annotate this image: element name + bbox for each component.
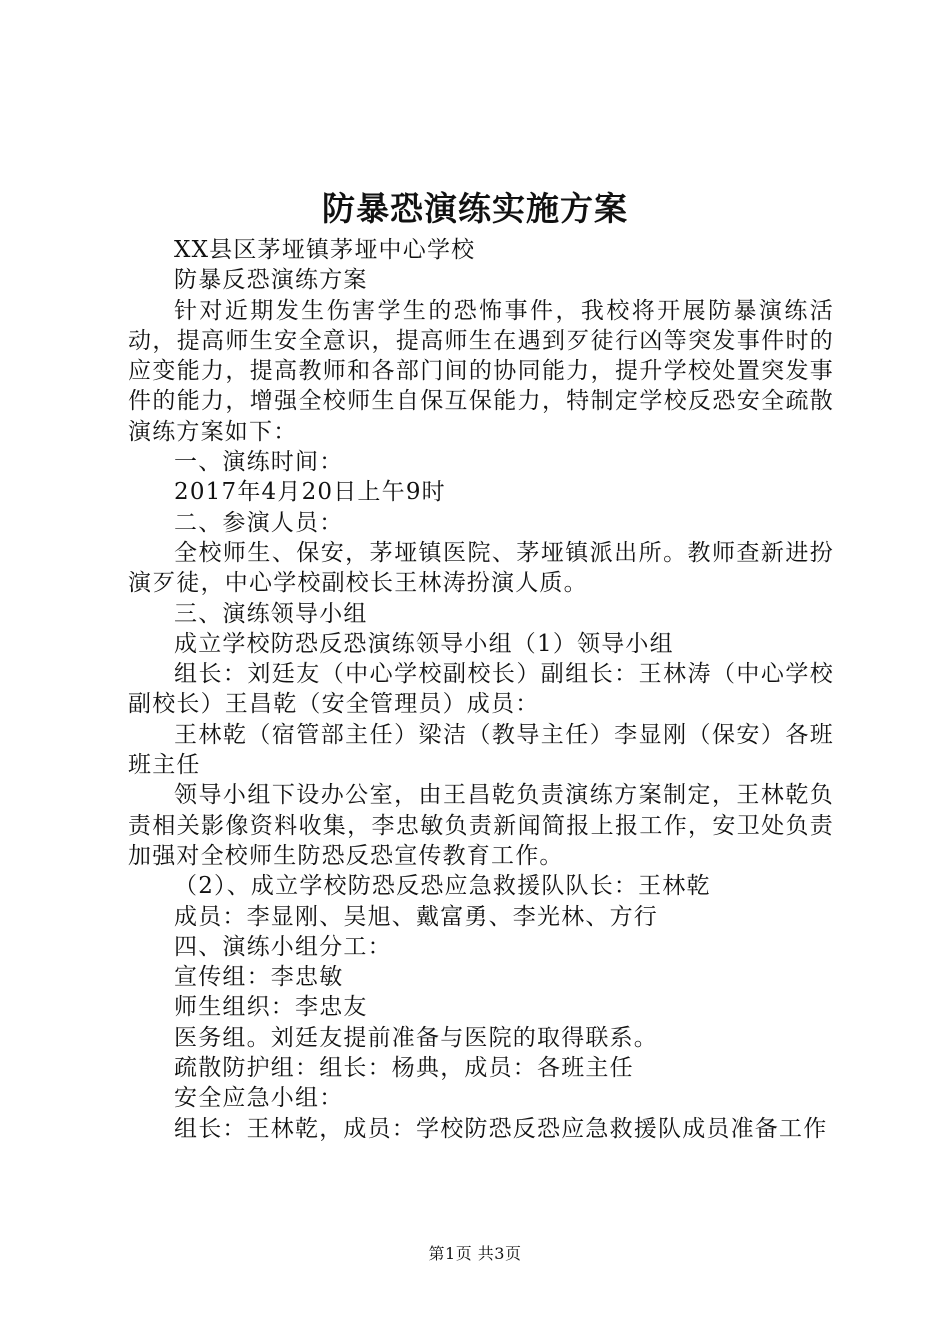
- paragraph-group-members: 王林乾（宿管部主任）梁洁（教导主任）李显刚（保安）各班班主任: [128, 721, 834, 779]
- paragraph-publicity-group: 宣传组：李忠敏: [174, 964, 344, 991]
- paragraph-evacuation-group: 疏散防护组：组长：杨典，成员：各班主任: [174, 1055, 634, 1082]
- paragraph-office-duties: 领导小组下设办公室，由王昌乾负责演练方案制定，王林乾负责相关影像资料收集，李忠敏负责新闻简报上报工作，安卫处负责加强对全校师生防恐反恐宣传教育工作。: [128, 782, 834, 869]
- paragraph-school-name: XX县区茅垭镇茅垭中心学校: [174, 237, 476, 263]
- paragraph-time: 2017年4月20日上午9时: [174, 479, 446, 506]
- paragraph-emergency-group: 安全应急小组：: [174, 1085, 344, 1112]
- paragraph-group-leaders: 组长：刘廷友（中心学校副校长）副组长：王林涛（中心学校副校长）王昌乾（安全管理员）成员：: [128, 661, 834, 718]
- paragraph-rescue-members: 成员：李显刚、吴旭、戴富勇、李光林、方行: [174, 903, 658, 930]
- paragraph-organization-group: 师生组织：李忠友: [174, 994, 368, 1021]
- document-title: 防暴恐演练实施方案: [322, 189, 628, 228]
- document-body: [128, 235, 834, 1144]
- section-heading-division: 四、演练小组分工：: [174, 933, 392, 960]
- paragraph-medical-group: 医务组。刘廷友提前准备与医院的取得联系。: [174, 1024, 658, 1051]
- paragraph-emergency-members: 组长：王林乾，成员：学校防恐反恐应急救援队成员准备工作: [174, 1115, 828, 1142]
- paragraph-intro: 针对近期发生伤害学生的恐怖事件，我校将开展防暴演练活动，提高师生安全意识，提高师生在遇到歹徒行凶等突发事件时的应变能力，提高教师和各部门间的协同能力，提升学校处置突发事件的能力，增强全校师生自保互保能力，特制定学校反恐安全疏散演练方案如下：: [128, 297, 834, 445]
- paragraph-leadership-group: 成立学校防恐反恐演练领导小组（1）领导小组: [174, 630, 674, 657]
- paragraph-participants: 全校师生、保安，茅垭镇医院、茅垭镇派出所。教师查新进扮演歹徒，中心学校副校长王林涛扮演人质。: [128, 539, 834, 597]
- section-heading-participants: 二、参演人员：: [174, 509, 344, 536]
- section-heading-time: 一、演练时间：: [174, 449, 344, 476]
- page-footer: 第1页 共3页: [428, 1244, 522, 1263]
- paragraph-rescue-team: （2）、成立学校防恐反恐应急救援队队长：王林乾: [174, 873, 711, 900]
- section-heading-leadership: 三、演练领导小组: [174, 600, 368, 627]
- paragraph-plan-name: 防暴反恐演练方案: [174, 267, 368, 294]
